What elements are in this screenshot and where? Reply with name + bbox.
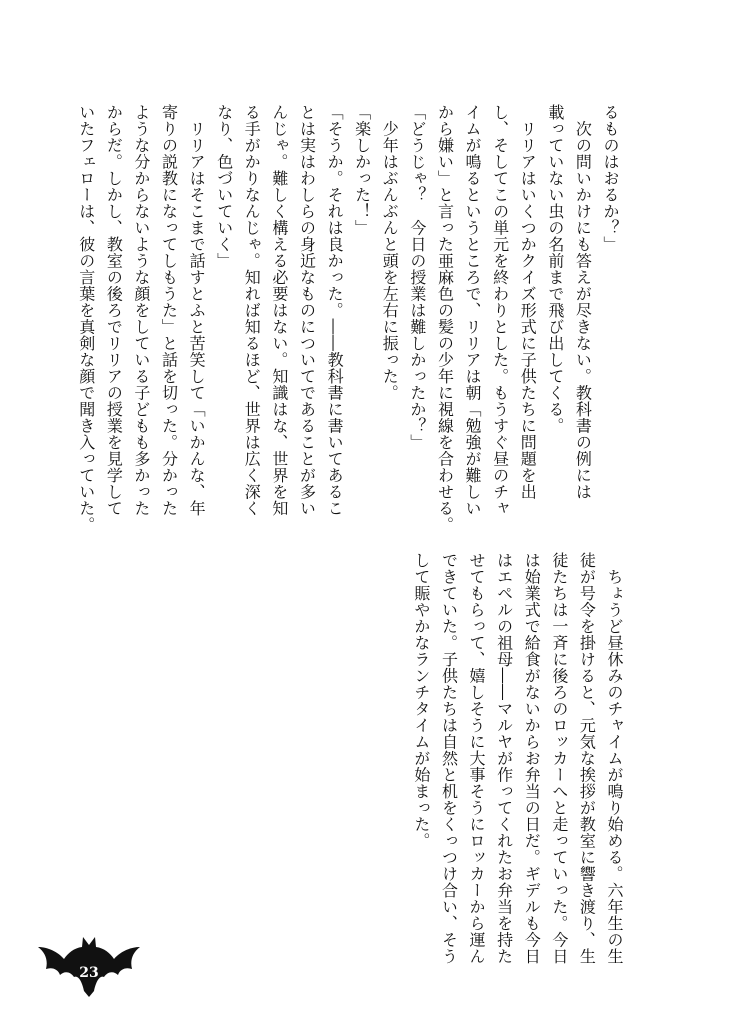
text-column: からだ。しかし、教室の後ろでリリアの授業を見学して [104, 104, 124, 517]
text-column: せてもらって、嬉しそうに大事そうにロッカーから運ん [467, 552, 487, 965]
text-column: なり、色づいていく」 [214, 104, 234, 269]
text-column: 寄りの説教になってしもうた」と話を切った。分かった [159, 104, 179, 517]
text-column: し、そしてこの単元を終わりとした。もうすぐ昼のチャ [490, 104, 510, 517]
text-column: ような分からないような顔をしている子どもも多かった [131, 104, 151, 517]
text-column: 「そうか。それは良かった。――教科書に書いてあるこ [325, 104, 345, 517]
text-block-top [76, 104, 624, 533]
text-column: 徒が号令を掛けると、元気な挨拶が教室に響き渡り、生 [577, 552, 597, 965]
text-column: して賑やかなランチタイムが始まった。 [411, 552, 431, 849]
text-column: んじゃ。難しく構える必要はない。知識はな、世界を知 [269, 104, 289, 517]
text-column: イムが鳴るというところで、リリアは朝「勉強が難しい [463, 104, 483, 517]
text-column: リリアはいくつかクイズ形式に子供たちに問題を出 [518, 104, 538, 500]
text-column: ちょうど昼休みのチャイムが鳴り始める。六年生の生 [605, 552, 624, 965]
text-column: 徒たちは一斉に後ろのロッカーへと走っていった。今日 [549, 552, 569, 965]
text-column: いたフェローは、彼の言葉を真剣な顔で聞き入っていた。 [76, 104, 96, 533]
text-column: から嫌い」と言った亜麻色の髪の少年に視線を合わせる。 [435, 104, 455, 533]
text-column: リリアはそこまで話すとふと苦笑して「いかんな、年 [187, 104, 207, 517]
text-column: 「どうじゃ？ 今日の授業は難しかったか？」 [407, 104, 427, 451]
text-column: る手がかりなんじゃ。知れば知るほど、世界は広く深く [242, 104, 262, 517]
text-column: 少年はぶんぶんと頭を左右に振った。 [380, 104, 400, 401]
text-column: できていた。子供たちは自然と机をくっつけ合い、そう [439, 552, 459, 965]
text-column: 次の問いかけにも答えが尽きない。教科書の例には [573, 104, 593, 500]
page-number: 23 [79, 965, 99, 981]
text-column: は始業式で給食がないからお弁当の日だ。ギデルも今日 [522, 552, 542, 965]
text-column: はエペルの祖母――マルヤが作ってくれたお弁当を持た [494, 552, 514, 965]
text-column: とは実はわしらの身近なものについてであることが多い [297, 104, 317, 517]
text-column: 「楽しかった！」 [352, 104, 372, 236]
text-column: 載っていない虫の名前まで飛び出してくる。 [545, 104, 565, 434]
text-column: るものはおるか？」 [601, 104, 620, 253]
text-block-bottom [378, 552, 628, 965]
